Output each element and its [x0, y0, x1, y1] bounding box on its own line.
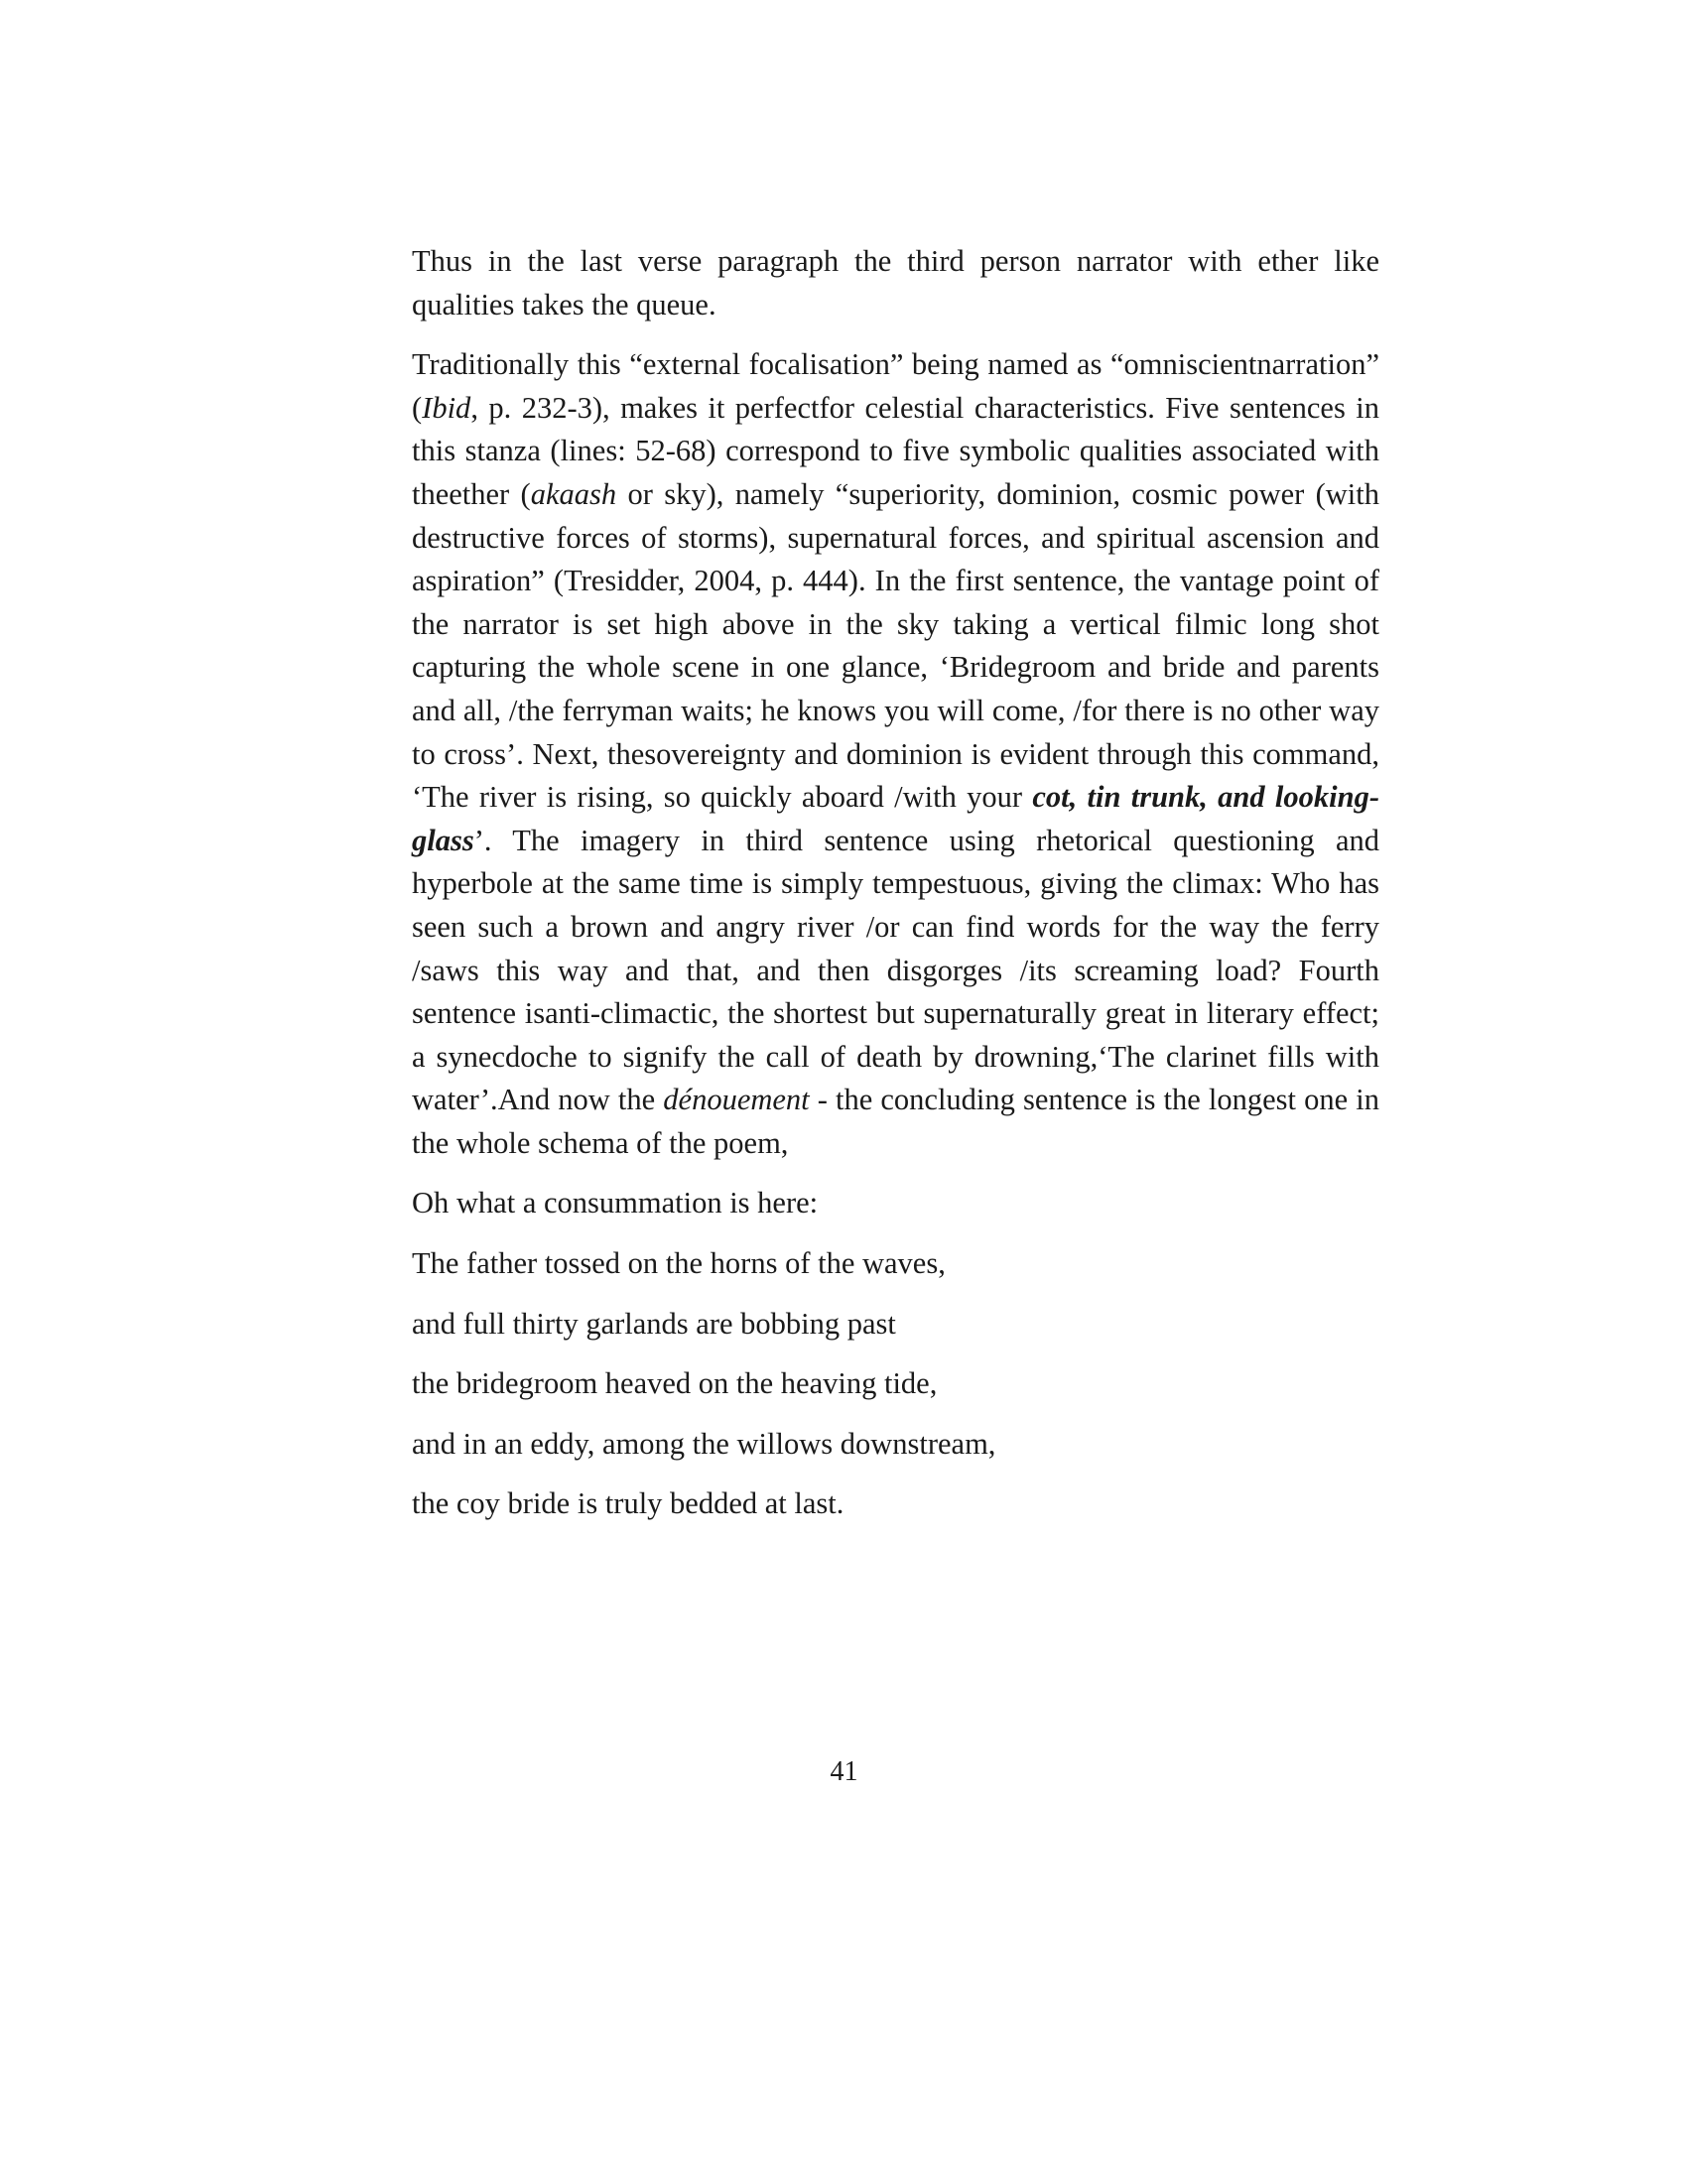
paragraph-2-segment: or sky), namely “superiority, dominion, cosmic power (with destructive forces of storms), supernatural forces, and spiritual ascension and aspiration” (Tresidder, 2004, p. 444). In the first sentence, the vantage point of the narrator is set high above in the sky taking a vertical filmic long shot capturing the whole scene in one glance, ‘Bridegroom and bride and parents and all, /the ferryman waits; he knows you will come, /for there is no other way to cross’. Next, thesovereignty and dominion is evident through this command, ‘The river is rising, so quickly aboard /with your — [412, 476, 1380, 815]
paragraph-2-segment: - the concluding sentence is the longest one in the whole schema of the poem, — [412, 1083, 1379, 1160]
page-number: 41 — [830, 1756, 858, 1787]
verse-quotation — [412, 1182, 1379, 1526]
paragraph-2 — [412, 343, 1379, 1165]
italic-term-akaash: akaash — [530, 476, 617, 511]
italic-citation-ibid: Ibid — [422, 390, 471, 425]
verse-line: The father tossed on the horns of the waves, — [412, 1246, 946, 1281]
bold-italic-quote: cot, tin trunk, and looking-glass — [412, 780, 1379, 857]
verse-line: the bridegroom heaved on the heaving tide, — [412, 1366, 938, 1401]
verse-line: and in an eddy, among the willows downstream, — [412, 1426, 996, 1461]
verse-line: Oh what a consummation is here: — [412, 1186, 819, 1220]
verse-line: and full thirty garlands are bobbing past — [412, 1306, 896, 1341]
paragraph-2-segment: , p. 232-3), makes it perfectfor celestial characteristics. Five sentences in this stanza (lines: 52-68) correspond to five symbolic qualities associated with theether ( — [412, 390, 1379, 511]
paragraph-2-segment: ’. The imagery in third sentence using rhetorical questioning and hyperbole at the same time is simply tempestuous, giving the climax: Who has seen such a brown and angry river /or can find words for the way the ferry /saws this way and that, and then disgorges /its screaming load? Fourth sentence isanti-climactic, the shortest but supernaturally great in literary effect; a synecdoche to signify the call of death by drowning,‘The clarinet fills with water’.And now the — [412, 823, 1379, 1117]
paragraph-2-segment: Traditionally this “external focalisation” being named as “omniscientnarration” ( — [412, 347, 1379, 425]
italic-term-denouement: dénouement — [663, 1083, 810, 1117]
body-text — [412, 240, 1379, 1543]
paragraph-1 — [412, 240, 1379, 326]
verse-line: the coy bride is truly bedded at last. — [412, 1486, 844, 1521]
paragraph-1-text: Thus in the last verse paragraph the third person narrator with ether like qualities takes the queue. — [412, 244, 1379, 321]
